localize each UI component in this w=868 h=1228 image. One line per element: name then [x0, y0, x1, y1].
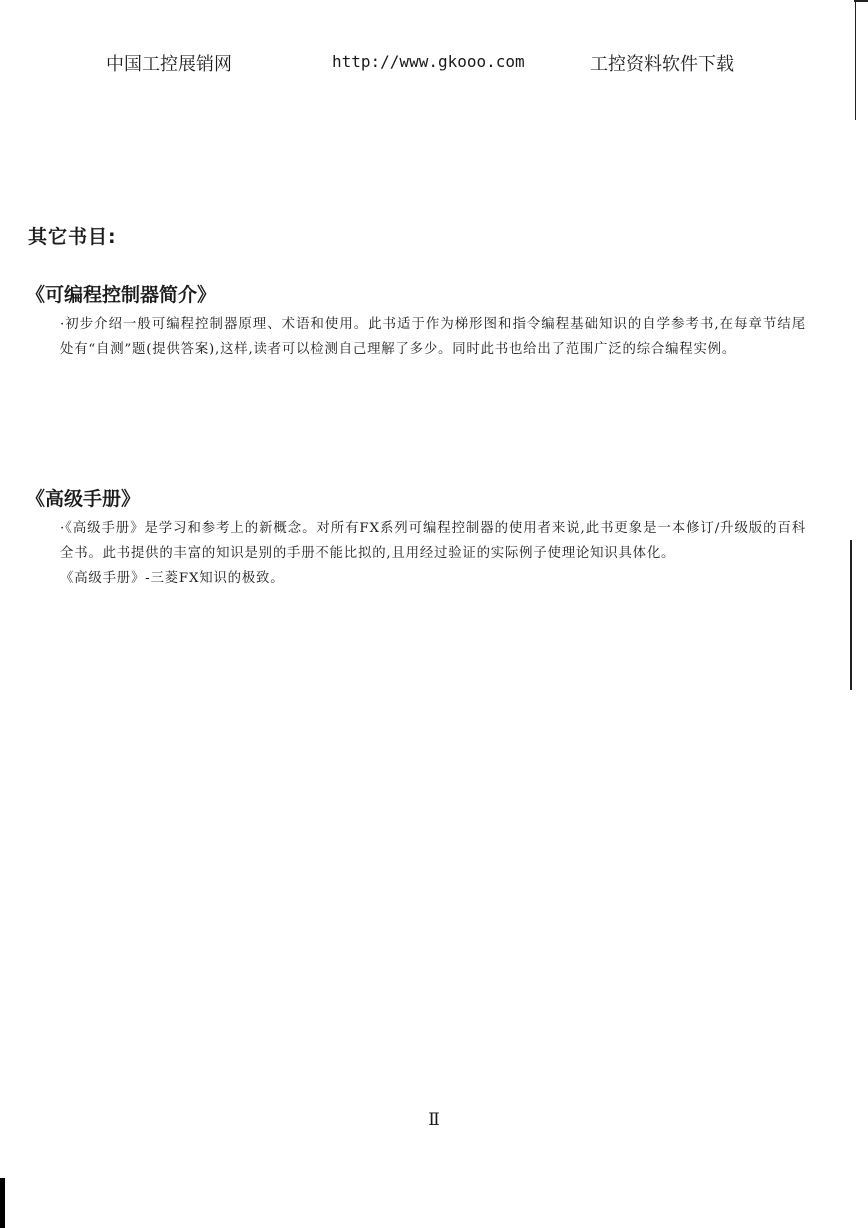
scan-edge-line-middle — [850, 540, 852, 690]
section-heading: 其它书目: — [28, 226, 117, 248]
book-title: 《可编程控制器简介》 — [26, 284, 217, 306]
book-description: ·《高级手册》是学习和参考上的新概念。对所有FX系列可编程控制器的使用者来说,此书更象是一本修订/升级版的百科全书。此书提供的丰富的知识是别的手册不能比拟的,且用经过验证的实际例子使理论知识具体化。 — [60, 521, 806, 561]
book-title: 《高级手册》 — [26, 488, 141, 510]
book-entry-advanced — [26, 486, 806, 591]
header-site-name: 中国工控展销网 — [106, 54, 232, 75]
book-description: ·初步介绍一般可编程控制器原理、术语和使用。此书适于作为梯形图和指令编程基础知识的自学参考书,在每章节结尾处有“自测”题(提供答案),这样,读者可以检测自己理解了多少。同时此书也给出了范围广泛的综合编程实例。 — [60, 317, 806, 357]
scan-edge-line-top — [855, 0, 856, 120]
book-entry-intro — [26, 282, 806, 362]
header-url: http://www.gkooo.com — [332, 52, 525, 71]
header-tagline: 工控资料软件下载 — [590, 54, 734, 75]
scan-corner-tick — [854, 0, 868, 2]
page-number: Ⅱ — [428, 1110, 440, 1130]
book-tagline: 《高级手册》-三菱FX知识的极致。 — [60, 571, 285, 586]
page-header — [0, 50, 868, 78]
scan-corner-mark — [0, 1178, 5, 1228]
